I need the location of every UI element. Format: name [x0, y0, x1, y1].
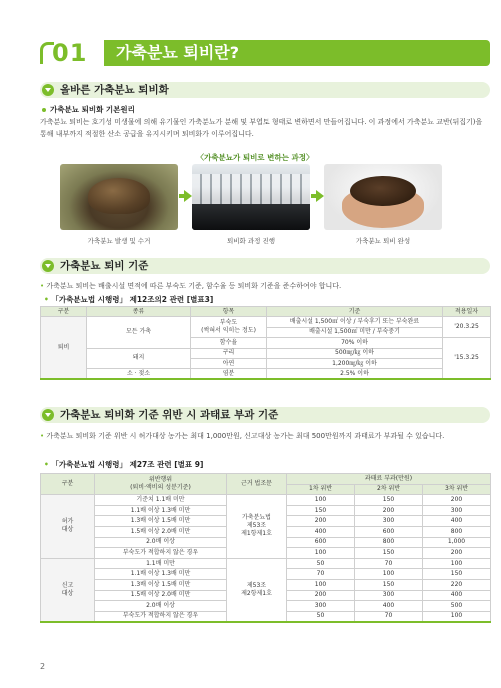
fine-cell: 400 [287, 526, 355, 537]
fine-cell: 400 [355, 601, 423, 612]
fine-cell: 800 [423, 526, 491, 537]
group-cell: 퇴비 [41, 317, 87, 379]
fine-cell: 200 [287, 590, 355, 601]
section-title: 가축분뇨 퇴비화 기준 위반 시 과태료 부과 기준 [60, 409, 279, 421]
violation-cell: 2.0배 이상 [95, 537, 227, 548]
fine-cell: 150 [423, 569, 491, 580]
fine-cell: 70 [355, 558, 423, 569]
section-heading-standards [40, 258, 490, 274]
page-header [0, 0, 501, 66]
fine-cell: 220 [423, 579, 491, 590]
fine-cell: 600 [355, 526, 423, 537]
violation-cell: 1.1배 이상 1.3배 미만 [95, 569, 227, 580]
fine-cell: 100 [423, 611, 491, 622]
fine-cell: 1,000 [423, 537, 491, 548]
table-header: 기준 [267, 307, 443, 317]
principle-paragraph: 가축분뇨 퇴비는 호기성 미생물에 의해 유기물인 가축분뇨가 분해 및 부엽토 형태로 변하면서 만들어집니다. 이 과정에서 가축분뇨 교반(뒤집기)을 통해 내부까지 적절한 산소 공급을 유지시키며 퇴비화가 이루어집니다. [40, 118, 483, 138]
fine-cell: 400 [423, 590, 491, 601]
fine-cell: 600 [287, 537, 355, 548]
violation-cell: 기준치 1.1배 미만 [95, 495, 227, 506]
section-marker-icon [42, 84, 54, 96]
arrow-right-icon [316, 190, 324, 202]
standards-bullet: • 가축분뇨 퇴비는 배출시설 면적에 따른 부숙도 기준, 함수율 등 퇴비화 기준을 준수하여야 합니다. [40, 280, 486, 292]
standard-cell: 배출시설 1,500㎡ 이상 / 부숙후기 또는 부숙완료 [267, 317, 443, 327]
violation-cell: 부숙도가 적합하지 않은 경우 [95, 548, 227, 559]
caption-collection: 가축분뇨 발생 및 수거 [87, 237, 151, 245]
standards-reference: • 「가축분뇨법 시행령」 제12조의2 관련 [별표3] [44, 294, 213, 305]
fine-cell: 200 [423, 495, 491, 506]
penalty-reference: • 「가축분뇨법 시행령」 제27조 관련 [별표 9] [44, 459, 203, 470]
composting-facility-photo [192, 164, 310, 230]
fine-cell: 100 [423, 558, 491, 569]
standard-cell: 1,200㎎/㎏ 이하 [267, 358, 443, 368]
date-cell: '15.3.25 [443, 338, 491, 380]
violation-cell: 1.1배 미만 [95, 558, 227, 569]
page-number: 2 [40, 662, 46, 671]
fine-cell: 800 [355, 537, 423, 548]
group-cell: 신고 대상 [41, 558, 95, 622]
fine-cell: 200 [287, 516, 355, 527]
violation-cell: 1.3배 이상 1.5배 미만 [95, 579, 227, 590]
fine-cell: 150 [287, 505, 355, 516]
fine-cell: 100 [355, 569, 423, 580]
kind-cell: 모든 가축 [87, 317, 191, 348]
fine-cell: 150 [355, 495, 423, 506]
violation-cell: 부숙도가 적합하지 않은 경우 [95, 611, 227, 622]
fine-cell: 50 [287, 611, 355, 622]
item-cell: 아연 [191, 358, 267, 368]
table-header: 위반행위 (퇴비·액비의 성분기준) [95, 474, 227, 495]
chapter-number: 01 [52, 39, 88, 67]
fine-cell: 500 [423, 601, 491, 612]
process-title: 〈가축분뇨가 퇴비로 변하는 과정〉 [196, 153, 314, 162]
standard-cell: 배출시설 1,500㎡ 미만 / 부숙중기 [267, 327, 443, 337]
fine-cell: 50 [287, 558, 355, 569]
item-cell: 염분 [191, 369, 267, 379]
table-row [41, 495, 491, 506]
section-marker-icon [42, 260, 54, 272]
fine-cell: 200 [423, 548, 491, 559]
section-heading-composting [40, 82, 490, 98]
kind-cell: 돼지 [87, 348, 191, 369]
table-header: 근거 법조문 [227, 474, 287, 495]
fine-cell: 70 [287, 569, 355, 580]
violation-cell: 1.1배 이상 1.3배 미만 [95, 505, 227, 516]
fine-cell: 100 [287, 548, 355, 559]
table-header: 구분 [41, 307, 87, 317]
fine-cell: 300 [287, 601, 355, 612]
arrow-right-icon [184, 190, 192, 202]
item-cell: 부숙도 (썩혀서 익히는 정도) [191, 317, 267, 338]
fine-cell: 100 [287, 579, 355, 590]
violation-cell: 2.0배 이상 [95, 601, 227, 612]
table-header: 2차 위반 [355, 484, 423, 495]
violation-cell: 1.5배 이상 2.0배 미만 [95, 590, 227, 601]
penalty-bullet: • 가축분뇨 퇴비화 기준 위반 시 허가대상 농가는 최대 1,000만원, 신고대상 농가는 최대 500만원까지 과태료가 부과될 수 있습니다. [40, 430, 486, 442]
table-header: 1차 위반 [287, 484, 355, 495]
law-cell: 가축분뇨법 제53조 제1항제1호 [227, 495, 287, 559]
section-title: 올바른 가축분뇨 퇴비화 [60, 84, 169, 96]
violation-cell: 1.5배 이상 2.0배 미만 [95, 526, 227, 537]
fine-cell: 300 [423, 505, 491, 516]
table-header: 과태료 부과(만원) [287, 474, 491, 485]
fine-cell: 200 [355, 505, 423, 516]
fine-cell: 70 [355, 611, 423, 622]
standard-cell: 70% 이하 [267, 338, 443, 348]
table-header: 항목 [191, 307, 267, 317]
table-header: 적용일자 [443, 307, 491, 317]
item-cell: 구리 [191, 348, 267, 358]
manure-heap-photo [60, 164, 178, 230]
table-header: 3차 위반 [423, 484, 491, 495]
section-marker-icon [42, 409, 54, 421]
standard-cell: 500㎎/㎏ 이하 [267, 348, 443, 358]
section-heading-penalties [40, 407, 490, 423]
standard-cell: 2.5% 이하 [267, 369, 443, 379]
caption-process: 퇴비화 과정 진행 [226, 237, 276, 245]
section-title: 가축분뇨 퇴비 기준 [60, 260, 149, 272]
fine-cell: 300 [355, 516, 423, 527]
fine-cell: 400 [423, 516, 491, 527]
fine-cell: 100 [287, 495, 355, 506]
kind-cell: 소 · 젖소 [87, 369, 191, 379]
table-header: 구분 [41, 474, 95, 495]
table-row [41, 558, 491, 569]
table-header: 종류 [87, 307, 191, 317]
finished-compost-photo [324, 164, 442, 230]
fine-cell: 150 [355, 548, 423, 559]
item-cell: 함수율 [191, 338, 267, 348]
subheading-principle: 가축분뇨 퇴비화 기본원리 [42, 104, 135, 115]
law-cell: 제53조 제2항제1호 [227, 558, 287, 622]
page-title: 가축분뇨 퇴비란? [116, 43, 240, 62]
violation-cell: 1.3배 이상 1.5배 미만 [95, 516, 227, 527]
fine-cell: 300 [355, 590, 423, 601]
penalty-table [40, 473, 491, 623]
caption-complete: 가축분뇨 퇴비 완성 [355, 237, 411, 245]
group-cell: 허가 대상 [41, 495, 95, 559]
fine-cell: 150 [355, 579, 423, 590]
date-cell: '20.3.25 [443, 317, 491, 338]
compost-standards-table [40, 306, 491, 380]
